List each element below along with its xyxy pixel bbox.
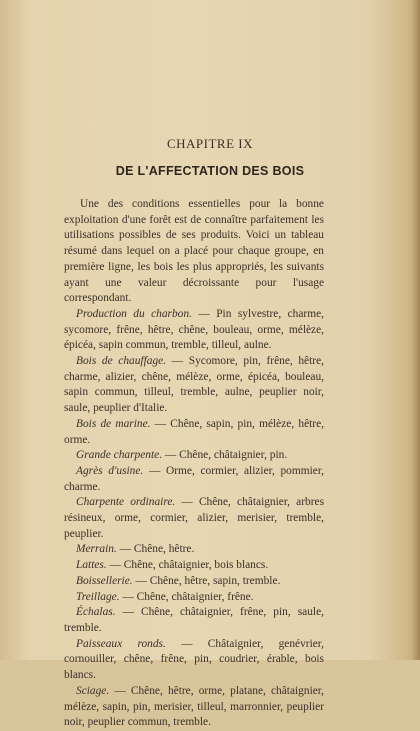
item-text: Chêne, châtaignier, arbres résineux, orme, cormier, alizier, merisier, tremble, peuplier. — [64, 496, 324, 540]
item-label: Charpente ordinaire. — [76, 496, 176, 509]
item-label: Production du charbon. — [76, 307, 192, 320]
item-text: Chêne, châtaignier, bois blancs. — [123, 559, 269, 572]
page-body — [64, 197, 324, 731]
item-text: Chêne, châtaignier, frêne. — [136, 590, 254, 603]
item-text: Chêne, hêtre. — [133, 543, 195, 556]
list-item: Merrain. — Chêne, hêtre. — [76, 543, 195, 556]
item-text: Chêne, hêtre, orme, platane, châtaignier, mélèze, sapin, pin, merisier, tilleul, marronnier, peuplier noir, peuplier commun, tremble. — [64, 684, 324, 729]
list-item: Paisseaux ronds. — Châtaignier, genévrier, cornouiller, chêne, frêne, pin, coudrier, érable, bois blancs. — [64, 637, 324, 682]
list-item: Lattes. — Chêne, châtaignier, bois blancs. — [76, 559, 269, 572]
list-item: Bois de chauffage. — Sycomore, pin, frêne, hêtre, charme, alizier, chêne, mélèze, orme, épicéa, bouleau, sapin commun, tilleul, tremble, aulne, peuplier noir, saule, peuplier d'Italie. — [64, 355, 324, 415]
page-edge-shadow — [412, 0, 420, 660]
item-label: Sciage. — [76, 684, 110, 697]
item-text: Chêne, châtaignier, frêne, pin, saule, tremble. — [64, 606, 324, 634]
chapter-title: DE L'AFFECTATION DES BOIS — [115, 164, 305, 178]
list-item: Charpente ordinaire. — Chêne, châtaignier, arbres résineux, orme, cormier, alizier, merisier, tremble, peuplier. — [64, 496, 324, 540]
item-text: Sycomore, pin, frêne, hêtre, charme, alizier, chêne, mélèze, orme, épicéa, bouleau, sapin commun, tilleul, tremble, aulne, peuplier noir, saule, peuplier d'Italie. — [64, 355, 324, 415]
item-label: Agrès d'usine. — [76, 464, 144, 477]
list-item: Agrès d'usine. — Orme, cormier, alizier, pommier, charme. — [64, 464, 325, 493]
item-text: Châtaignier, genévrier, cornouiller, chêne, frêne, pin, coudrier, érable, bois blancs. — [64, 637, 324, 682]
list-item: Bois de marine. — Chêne, sapin, pin, mélèze, hêtre, orme. — [64, 417, 324, 446]
item-label: Lattes. — [76, 559, 107, 572]
list-item: Échalas. — Chêne, châtaignier, frêne, pin, saule, tremble. — [64, 606, 324, 634]
list-item: Production du charbon. — Pin sylvestre, charme, sycomore, frêne, hêtre, chêne, bouleau, orme, mélèze, épicéa, sapin commun, tremble, tilleul, aulne. — [64, 307, 324, 352]
item-label: Treillage. — [76, 590, 120, 603]
item-text: Chêne, sapin, pin, mélèze, hêtre, orme. — [64, 417, 324, 446]
list-item: Treillage. — Chêne, châtaignier, frêne. — [76, 590, 254, 603]
item-label: Échalas. — [76, 606, 116, 619]
item-text: Pin sylvestre, charme, sycomore, frêne, hêtre, chêne, bouleau, orme, mélèze, épicéa, sapin commun, tremble, tilleul, aulne. — [64, 307, 324, 352]
item-label: Grande charpente. — [76, 449, 163, 462]
item-text: Orme, cormier, alizier, pommier, charme. — [64, 464, 325, 493]
intro-paragraph: Une des conditions essentielles pour la bonne exploitation d'une forêt est de connaître parfaitement les utilisations possibles de ses produits. Voici un tableau résumé dans lequel on a placé pour chaque groupe, en première ligne, les bois les plus appropriés, les suivants ayant une valeur décroissante pour l'usage correspondant. — [64, 198, 324, 305]
item-label: Boissellerie. — [76, 574, 133, 587]
list-item: Sciage. — Chêne, hêtre, orme, platane, châtaignier, mélèze, sapin, pin, merisier, tilleul, marronnier, peuplier noir, peuplier commun, tremble. — [64, 684, 324, 729]
item-text: Chêne, châtaignier, pin. — [179, 449, 288, 462]
list-item: Boissellerie. — Chêne, hêtre, sapin, tremble. — [76, 574, 281, 587]
chapter-heading: CHAPITRE IX — [166, 136, 254, 151]
item-label: Bois de marine. — [76, 417, 151, 430]
item-text: Chêne, hêtre, sapin, tremble. — [149, 574, 281, 587]
item-label: Bois de chauffage. — [76, 355, 167, 368]
item-label: Paisseaux ronds. — [76, 637, 166, 650]
list-item: Grande charpente. — Chêne, châtaignier, pin. — [76, 449, 288, 462]
item-label: Merrain. — [76, 543, 117, 556]
